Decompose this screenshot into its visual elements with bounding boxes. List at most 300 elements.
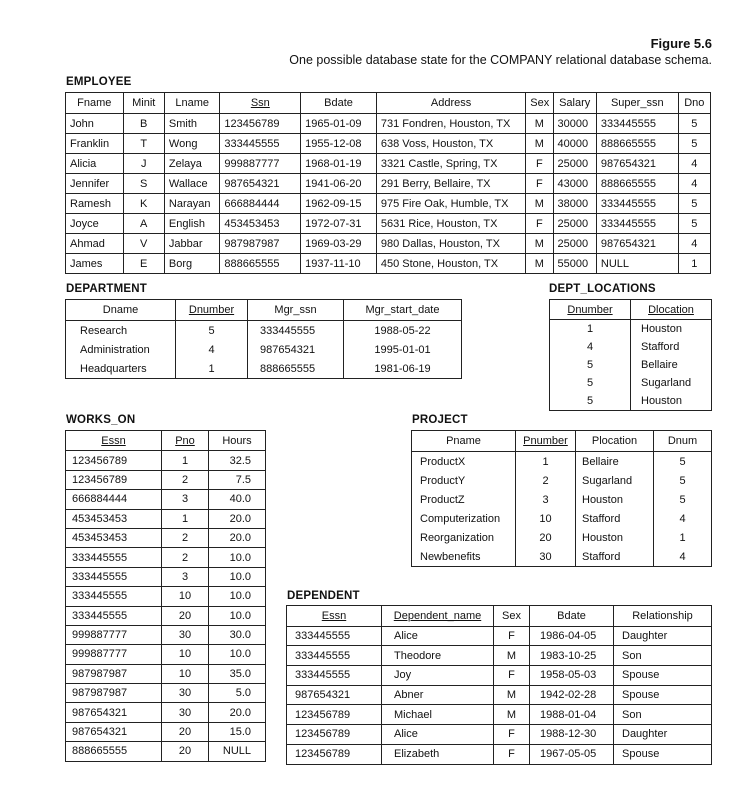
table-cell: 20: [162, 722, 209, 741]
table-cell: 888665555: [596, 174, 678, 194]
table-cell: 1937-11-10: [301, 254, 377, 274]
table-cell: 40.0: [209, 490, 266, 509]
table-cell: Joyce: [66, 214, 124, 234]
table-cell: ProductX: [412, 452, 516, 472]
table-row: [412, 490, 712, 509]
table-row: [287, 725, 712, 745]
figure-caption: One possible database state for the COMPANY relational database schema.: [289, 53, 712, 67]
table-cell: 40000: [553, 134, 596, 154]
table-cell: Headquarters: [66, 359, 176, 379]
table-row: [66, 359, 462, 379]
column-header-label: Dnum: [667, 435, 698, 447]
table-cell: 10.0: [209, 606, 266, 625]
table-cell: 975 Fire Oak, Humble, TX: [376, 194, 525, 214]
table-cell: Stafford: [576, 509, 654, 528]
table-cell: 4: [678, 234, 710, 254]
column-header: [66, 300, 176, 321]
column-header-label: Mgr_ssn: [274, 304, 317, 316]
table-cell: 987987987: [66, 684, 162, 703]
dependent-title: DEPENDENT: [287, 590, 360, 602]
table-cell: 55000: [553, 254, 596, 274]
table-cell: Spouse: [614, 744, 712, 764]
table-row: [66, 567, 266, 586]
table-cell: 123456789: [287, 744, 382, 764]
table-cell: 123456789: [287, 725, 382, 745]
table-cell: 1962-09-15: [301, 194, 377, 214]
column-header-label: Salary: [559, 97, 591, 109]
table-cell: Administration: [66, 340, 176, 359]
table-row: [287, 626, 712, 646]
table-cell: 123456789: [66, 470, 162, 489]
table-cell: 666884444: [66, 490, 162, 509]
dependent-table: [286, 605, 712, 765]
table-cell: 333445555: [287, 666, 382, 686]
table-cell: 1942-02-28: [530, 685, 614, 705]
table-cell: Son: [614, 705, 712, 725]
table-cell: 987654321: [66, 703, 162, 722]
table-cell: 453453453: [66, 509, 162, 528]
table-cell: 7.5: [209, 470, 266, 489]
table-row: [66, 214, 711, 234]
employee-header-row: [66, 93, 711, 114]
table-cell: 453453453: [220, 214, 301, 234]
table-cell: 43000: [553, 174, 596, 194]
column-header-label: Dno: [684, 97, 705, 109]
dependent-header-row: [287, 606, 712, 627]
table-cell: Houston: [631, 392, 712, 411]
table-row: [412, 509, 712, 528]
table-row: [66, 254, 711, 274]
table-cell: Borg: [164, 254, 220, 274]
column-header-label: Dependent_name: [393, 609, 482, 622]
table-row: [550, 320, 712, 339]
table-cell: Stafford: [631, 338, 712, 356]
table-cell: S: [123, 174, 164, 194]
table-cell: 35.0: [209, 664, 266, 683]
table-cell: F: [494, 666, 530, 686]
table-cell: 20: [516, 528, 576, 547]
table-row: [550, 356, 712, 374]
table-cell: Jennifer: [66, 174, 124, 194]
dept-locations-header-row: [550, 300, 712, 320]
table-cell: 30: [162, 625, 209, 644]
table-cell: Sugarland: [576, 471, 654, 490]
column-header: [553, 93, 596, 114]
table-cell: Research: [66, 321, 176, 341]
table-cell: Narayan: [164, 194, 220, 214]
table-cell: A: [123, 214, 164, 234]
employee-title: EMPLOYEE: [66, 76, 132, 88]
project-table: [411, 430, 712, 567]
column-header: [209, 431, 266, 451]
table-cell: 5.0: [209, 684, 266, 703]
table-cell: Abner: [382, 685, 494, 705]
table-row: [412, 547, 712, 567]
table-cell: Spouse: [614, 685, 712, 705]
table-cell: 5: [654, 471, 712, 490]
table-cell: 987654321: [596, 234, 678, 254]
column-header-label: Dname: [102, 304, 139, 316]
table-cell: 5: [678, 194, 710, 214]
table-cell: 123456789: [287, 705, 382, 725]
table-cell: M: [526, 134, 553, 154]
table-cell: 1983-10-25: [530, 646, 614, 666]
table-row: [412, 528, 712, 547]
table-cell: 20: [162, 742, 209, 761]
table-cell: 999887777: [66, 645, 162, 664]
table-cell: 4: [550, 338, 631, 356]
table-cell: 30.0: [209, 625, 266, 644]
table-row: [66, 645, 266, 664]
table-cell: Son: [614, 646, 712, 666]
table-cell: 987987987: [66, 664, 162, 683]
table-cell: 10.0: [209, 645, 266, 664]
column-header: [287, 606, 382, 627]
table-cell: Ahmad: [66, 234, 124, 254]
column-header-label: Address: [430, 97, 472, 109]
table-cell: 5: [654, 452, 712, 472]
table-row: [66, 548, 266, 567]
table-cell: Newbenefits: [412, 547, 516, 567]
table-row: [66, 528, 266, 547]
table-cell: 333445555: [66, 587, 162, 606]
table-cell: 20.0: [209, 703, 266, 722]
table-cell: Theodore: [382, 646, 494, 666]
table-cell: Sugarland: [631, 374, 712, 392]
table-cell: 10.0: [209, 587, 266, 606]
table-cell: 10.0: [209, 567, 266, 586]
table-row: [550, 338, 712, 356]
table-cell: 1: [678, 254, 710, 274]
table-row: [66, 587, 266, 606]
column-header-label: Essn: [101, 434, 126, 447]
table-cell: 999887777: [220, 154, 301, 174]
dept-locations-table: [549, 299, 712, 411]
table-cell: 5: [550, 392, 631, 411]
table-cell: 5: [678, 134, 710, 154]
column-header: [576, 431, 654, 452]
table-cell: Reorganization: [412, 528, 516, 547]
table-row: [287, 744, 712, 764]
table-cell: 731 Fondren, Houston, TX: [376, 114, 525, 134]
table-cell: 25000: [553, 234, 596, 254]
table-cell: V: [123, 234, 164, 254]
table-cell: NULL: [596, 254, 678, 274]
table-cell: 5: [678, 114, 710, 134]
table-cell: Houston: [576, 528, 654, 547]
table-cell: 987654321: [287, 685, 382, 705]
table-cell: 123456789: [220, 114, 301, 134]
table-cell: 987987987: [220, 234, 301, 254]
table-cell: M: [526, 194, 553, 214]
table-row: [66, 451, 266, 470]
column-header-label: Lname: [175, 97, 209, 109]
table-cell: 5: [176, 321, 248, 341]
table-cell: 10.0: [209, 548, 266, 567]
table-cell: Houston: [576, 490, 654, 509]
column-header: [123, 93, 164, 114]
table-cell: M: [494, 646, 530, 666]
table-row: [287, 646, 712, 666]
table-cell: 4: [678, 154, 710, 174]
table-cell: 1941-06-20: [301, 174, 377, 194]
table-cell: 333445555: [596, 214, 678, 234]
table-cell: 987654321: [220, 174, 301, 194]
table-cell: 5631 Rice, Houston, TX: [376, 214, 525, 234]
table-cell: F: [494, 725, 530, 745]
table-cell: 3: [162, 567, 209, 586]
table-cell: 999887777: [66, 625, 162, 644]
table-row: [66, 174, 711, 194]
table-cell: M: [494, 705, 530, 725]
table-cell: 10: [162, 587, 209, 606]
table-cell: 20: [162, 606, 209, 625]
table-cell: Spouse: [614, 666, 712, 686]
table-cell: 1981-06-19: [344, 359, 462, 379]
table-cell: M: [526, 114, 553, 134]
table-cell: Wallace: [164, 174, 220, 194]
table-row: [66, 664, 266, 683]
column-header: [162, 431, 209, 451]
column-header-label: Fname: [77, 97, 112, 109]
table-cell: 1: [162, 451, 209, 470]
table-cell: 3: [516, 490, 576, 509]
table-row: [66, 703, 266, 722]
column-header: [376, 93, 525, 114]
table-cell: 987654321: [66, 722, 162, 741]
table-cell: 5: [654, 490, 712, 509]
table-cell: 888665555: [596, 134, 678, 154]
table-cell: 1: [516, 452, 576, 472]
table-cell: Ramesh: [66, 194, 124, 214]
column-header: [176, 300, 248, 321]
table-cell: 888665555: [66, 742, 162, 761]
table-row: [66, 234, 711, 254]
column-header-label: Pnumber: [523, 435, 568, 447]
table-cell: 1: [550, 320, 631, 339]
table-cell: M: [494, 685, 530, 705]
column-header-label: Essn: [321, 609, 347, 622]
column-header: [382, 606, 494, 627]
table-cell: M: [526, 254, 553, 274]
table-cell: 2: [162, 548, 209, 567]
table-cell: 638 Voss, Houston, TX: [376, 134, 525, 154]
table-cell: 987654321: [596, 154, 678, 174]
column-header-label: Dnumber: [567, 303, 613, 316]
table-row: [66, 625, 266, 644]
department-table: [65, 299, 462, 379]
employee-table: [65, 92, 711, 274]
table-cell: 1958-05-03: [530, 666, 614, 686]
table-cell: 888665555: [248, 359, 344, 379]
table-cell: 291 Berry, Bellaire, TX: [376, 174, 525, 194]
table-cell: 30: [162, 703, 209, 722]
table-cell: 1: [162, 509, 209, 528]
table-cell: 5: [678, 214, 710, 234]
table-cell: 1967-05-05: [530, 744, 614, 764]
project-header-row: [412, 431, 712, 452]
column-header: [248, 300, 344, 321]
table-cell: 1972-07-31: [301, 214, 377, 234]
column-header: [614, 606, 712, 627]
column-header: [301, 93, 377, 114]
table-cell: Wong: [164, 134, 220, 154]
table-cell: J: [123, 154, 164, 174]
table-row: [287, 666, 712, 686]
column-header: [494, 606, 530, 627]
table-cell: Houston: [631, 320, 712, 339]
figure-title: Figure 5.6: [650, 36, 712, 51]
table-cell: Alicia: [66, 154, 124, 174]
table-cell: 987654321: [248, 340, 344, 359]
table-cell: E: [123, 254, 164, 274]
table-cell: F: [526, 174, 553, 194]
table-row: [66, 340, 462, 359]
table-cell: 20.0: [209, 528, 266, 547]
table-cell: Computerization: [412, 509, 516, 528]
dept-locations-title: DEPT_LOCATIONS: [549, 283, 656, 295]
table-cell: Elizabeth: [382, 744, 494, 764]
table-cell: 333445555: [66, 606, 162, 625]
column-header: [164, 93, 220, 114]
table-cell: Stafford: [576, 547, 654, 567]
table-row: [66, 509, 266, 528]
column-header: [516, 431, 576, 452]
table-cell: B: [123, 114, 164, 134]
table-cell: 4: [678, 174, 710, 194]
column-header: [66, 431, 162, 451]
table-cell: 4: [176, 340, 248, 359]
works-on-title: WORKS_ON: [66, 414, 136, 426]
table-cell: 10: [162, 645, 209, 664]
column-header: [550, 300, 631, 320]
table-cell: 4: [654, 547, 712, 567]
table-cell: 10: [162, 664, 209, 683]
table-cell: John: [66, 114, 124, 134]
column-header-label: Hours: [222, 434, 252, 447]
table-cell: 1995-01-01: [344, 340, 462, 359]
table-cell: 20.0: [209, 509, 266, 528]
table-cell: 333445555: [287, 646, 382, 666]
table-cell: 32.5: [209, 451, 266, 470]
column-header-label: Bdate: [324, 97, 353, 109]
table-row: [66, 722, 266, 741]
table-row: [550, 374, 712, 392]
table-row: [66, 114, 711, 134]
column-header: [220, 93, 301, 114]
table-cell: Daughter: [614, 725, 712, 745]
table-cell: T: [123, 134, 164, 154]
table-cell: M: [526, 234, 553, 254]
table-cell: 2: [162, 528, 209, 547]
table-cell: Smith: [164, 114, 220, 134]
table-cell: Alice: [382, 725, 494, 745]
table-cell: 3321 Castle, Spring, TX: [376, 154, 525, 174]
table-cell: Bellaire: [576, 452, 654, 472]
table-cell: F: [526, 154, 553, 174]
table-cell: Franklin: [66, 134, 124, 154]
table-cell: 30: [516, 547, 576, 567]
table-cell: Michael: [382, 705, 494, 725]
table-cell: 333445555: [596, 114, 678, 134]
table-cell: 1969-03-29: [301, 234, 377, 254]
column-header-label: Sex: [502, 609, 521, 622]
column-header: [412, 431, 516, 452]
column-header-label: Dlocation: [648, 303, 694, 316]
column-header-label: Bdate: [557, 609, 586, 622]
column-header: [344, 300, 462, 321]
table-row: [66, 470, 266, 489]
table-cell: 453453453: [66, 528, 162, 547]
column-header: [526, 93, 553, 114]
table-cell: Zelaya: [164, 154, 220, 174]
column-header-label: Dnumber: [188, 304, 235, 316]
table-cell: ProductZ: [412, 490, 516, 509]
table-cell: 1: [176, 359, 248, 379]
table-row: [66, 684, 266, 703]
column-header-label: Super_ssn: [610, 97, 664, 109]
column-header-label: Ssn: [250, 97, 270, 109]
table-cell: F: [494, 744, 530, 764]
table-row: [550, 392, 712, 411]
table-cell: Daughter: [614, 626, 712, 646]
table-cell: 450 Stone, Houston, TX: [376, 254, 525, 274]
table-cell: 30: [162, 684, 209, 703]
project-title: PROJECT: [412, 414, 468, 426]
column-header-label: Pno: [175, 434, 195, 447]
table-cell: 980 Dallas, Houston, TX: [376, 234, 525, 254]
column-header: [654, 431, 712, 452]
table-cell: 15.0: [209, 722, 266, 741]
table-cell: 333445555: [220, 134, 301, 154]
table-cell: 123456789: [66, 451, 162, 470]
table-cell: 1968-01-19: [301, 154, 377, 174]
table-cell: F: [526, 214, 553, 234]
table-cell: Joy: [382, 666, 494, 686]
column-header: [678, 93, 710, 114]
department-title: DEPARTMENT: [66, 283, 148, 295]
table-cell: James: [66, 254, 124, 274]
column-header-label: Relationship: [632, 609, 693, 622]
table-cell: 333445555: [66, 548, 162, 567]
table-cell: 2: [162, 470, 209, 489]
table-row: [66, 194, 711, 214]
column-header-label: Pname: [446, 435, 481, 447]
table-row: [66, 321, 462, 341]
table-cell: Jabbar: [164, 234, 220, 254]
table-cell: 1965-01-09: [301, 114, 377, 134]
table-cell: 3: [162, 490, 209, 509]
table-row: [66, 154, 711, 174]
column-header: [596, 93, 678, 114]
table-row: [412, 471, 712, 490]
table-cell: English: [164, 214, 220, 234]
table-cell: F: [494, 626, 530, 646]
table-cell: 1988-12-30: [530, 725, 614, 745]
table-cell: Alice: [382, 626, 494, 646]
table-cell: 25000: [553, 214, 596, 234]
table-cell: 888665555: [220, 254, 301, 274]
department-header-row: [66, 300, 462, 321]
table-row: [66, 606, 266, 625]
table-row: [287, 705, 712, 725]
table-cell: 666884444: [220, 194, 301, 214]
column-header: [66, 93, 124, 114]
table-cell: 333445555: [287, 626, 382, 646]
table-cell: K: [123, 194, 164, 214]
table-cell: 5: [550, 356, 631, 374]
table-cell: 333445555: [596, 194, 678, 214]
